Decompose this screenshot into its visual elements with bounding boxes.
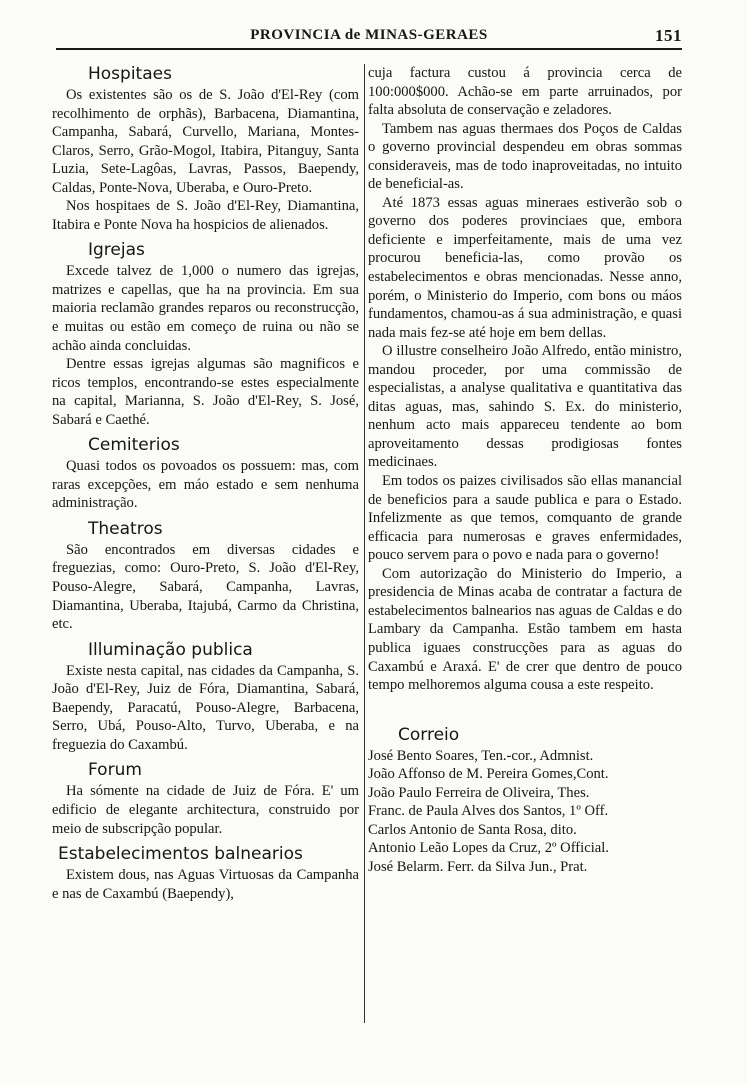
paragraph: Dentre essas igrejas algumas são magnificos e ricos templos, encontrando-se estes especialmente na capital, Marianna, S. João d'El-Rey, S. José, Sabará e Caethé. (52, 356, 359, 428)
staff-line: Carlos Antonio de Santa Rosa, dito. (368, 821, 577, 838)
staff-line: José Belarm. Ferr. da Silva Jun., Prat. (368, 858, 588, 875)
section-igrejas (52, 240, 359, 429)
heading-theatros: Theatros (88, 518, 163, 539)
section-forum (52, 760, 359, 838)
page-number: 151 (655, 26, 682, 45)
heading-forum: Forum (88, 760, 142, 781)
paragraph: Até 1873 essas aguas mineraes estiverão sob o governo dos poderes provinciaes que, embora deficiente e imperfeitamente, mais de uma vez procurou beneficia-las, como provão os estabelecimentos e obras mencionadas. Nesse anno, porém, o Ministerio do Imperio, com bons ou máos fundamentos, chamou-as á sua administração, e quasi nada mais fez-se até hoje em bem dellas. (368, 194, 682, 341)
paragraph: Nos hospitaes de S. João d'El-Rey, Diamantina, Itabira e Ponte Nova ha hospicios de alienados. (52, 198, 359, 233)
left-column (52, 64, 359, 1023)
heading-correio: Correio (398, 724, 460, 745)
page-header (56, 26, 682, 50)
staff-line: Franc. de Paula Alves dos Santos, 1º Off. (368, 803, 609, 820)
heading-cemiterios: Cemiterios (88, 435, 180, 456)
paragraph: Ha sómente na cidade de Juiz de Fóra. E' um edificio de elegante architectura, construido por meio de subscripção popular. (52, 783, 359, 837)
heading-estabelecimentos: Estabelecimentos balnearios (58, 844, 303, 865)
section-iluminacao (52, 640, 359, 755)
paragraph: Tambem nas aguas thermaes dos Poços de Caldas o governo provincial despendeu em obras sommas consideraveis, mas de todo inaproveitadas, no intuito de beneficial-as. (368, 120, 682, 193)
paragraph: O illustre conselheiro João Alfredo, então ministro, mandou proceder, por uma commissão de especialistas, a analyse qualitativa e quantitativa das ditas aguas, mas, sahindo S. Ex. do ministerio, nenhum acto mais appareceu tendente ao bom aproveitamento dessas prodigiosas fontes medicinaes. (368, 343, 682, 471)
paragraph: Existe nesta capital, nas cidades da Campanha, S. João d'El-Rey, Juiz de Fóra, Diamantina, Sabará, Baependy, Paracatú, Pouso-Alegre, Barbacena, Serro, Ubá, Pouso-Alto, Turvo, Uberaba, e na freguezia do Caxambú. (52, 662, 359, 753)
staff-line: José Bento Soares, Ten.-cor., Admnist. (368, 747, 594, 764)
paragraph: Os existentes são os de S. João d'El-Rey (com recolhimento de orphãs), Barbacena, Diamantina, Campanha, Sabará, Curvello, Mariana, Montes-Claros, Serro, Grão-Mogol, Itabira, Pitanguy, Santa Luzia, Sete-Lagôas, Lavras, Passos, Baependy, Caldas, Ponte-Nova, Uberaba, e Ouro-Preto. (52, 87, 359, 196)
running-title: PROVINCIA de MINAS-GERAES (250, 27, 488, 43)
column-divider (364, 64, 365, 1023)
staff-line: João Affonso de M. Pereira Gomes,Cont. (368, 766, 609, 783)
heading-igrejas: Igrejas (88, 240, 145, 261)
paragraph: Excede talvez de 1,000 o numero das igrejas, matrizes e capellas, que ha na provincia. Em sua maioria reclamão grandes reparos ou reconstrucção, e muitas ou estão em começo de ruina ou não se achão ainda concluidas. (52, 263, 359, 354)
paragraph: Existem dous, nas Aguas Virtuosas da Campanha e nas de Caxambú (Baependy), (52, 867, 359, 902)
paragraph: Em todos os paizes civilisados são ellas manancial de beneficios para a saude publica e para o Estado. Infelizmente as que temos, comquanto de grande efficacia para numerosas e graves enfermidades, pouco servem para o povo e nada para o governo! (368, 473, 682, 564)
section-hospitaes (52, 64, 359, 234)
staff-line: Antonio Leão Lopes da Cruz, 2º Official. (368, 840, 609, 857)
heading-iluminacao: Illuminação publica (88, 639, 253, 660)
section-cemiterios (52, 435, 359, 513)
section-theatros (52, 519, 359, 634)
right-column (368, 64, 682, 1023)
paragraph: Com autorização do Ministerio do Imperio, a presidencia de Minas acaba de contratar a factura de estabelecimentos balnearios nas aguas de Caldas e do Lambary da Campanha. Estão tambem em hasta publica iguaes construcções para as aguas do Caxambú e Araxá. E' de crer que dentro de pouco tempo melhoremos alguma cousa a este respeito. (368, 565, 682, 694)
paragraph: Quasi todos os povoados os possuem: mas, com raras excepções, em máo estado e sem nenhuma administração. (52, 458, 359, 512)
paragraph: cuja factura custou á provincia cerca de 100:000$000. Achão-se em parte arruinados, por falta absoluta de conservação e zeladores. (368, 65, 682, 119)
heading-hospitaes: Hospitaes (88, 64, 172, 84)
section-estabelecimentos (52, 844, 359, 903)
staff-line: João Paulo Ferreira de Oliveira, Thes. (368, 784, 590, 801)
paragraph: São encontrados em diversas cidades e freguezias, como: Ouro-Preto, S. João d'El-Rey, Pouso-Alegre, Sabará, Campanha, Lavras, Diamantina, Uberaba, Itajubá, Carmo da Christina, etc. (52, 541, 359, 633)
section-correio (368, 725, 682, 877)
